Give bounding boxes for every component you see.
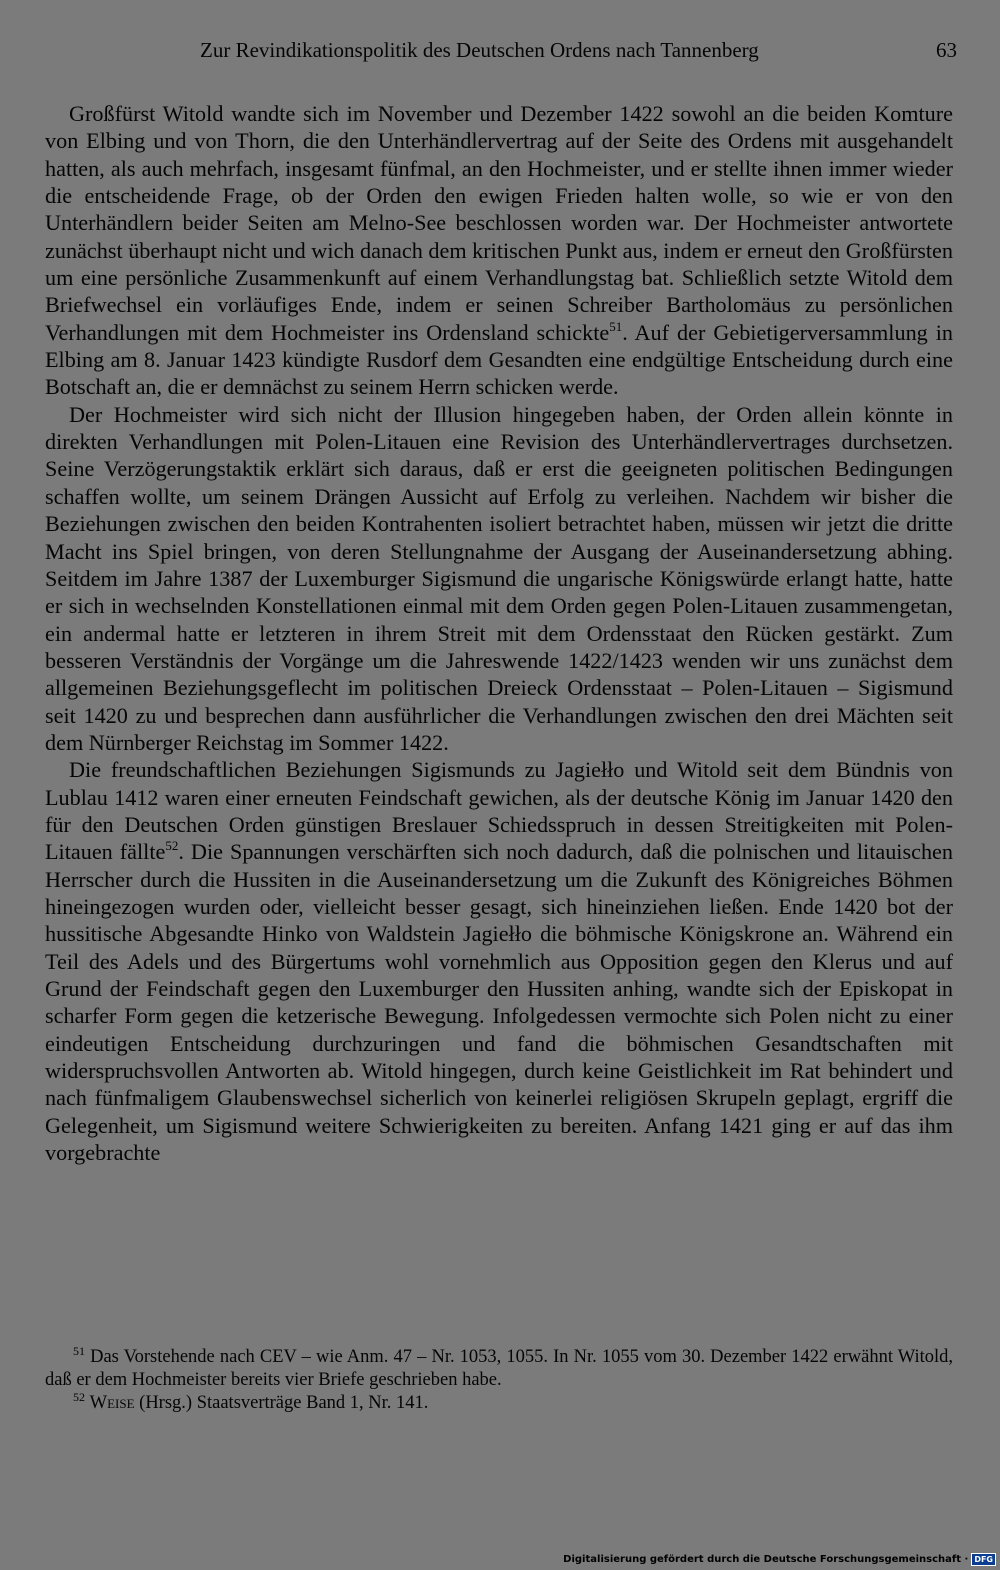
footnote-number: 51 — [73, 1344, 85, 1358]
footnotes — [45, 1346, 953, 1415]
digitization-credit — [563, 1553, 996, 1566]
page-number: 63 — [936, 38, 957, 62]
credit-text: Digitalisierung gefördert durch die Deutsche Forschungsgemeinschaft · — [563, 1554, 969, 1565]
paragraph — [45, 100, 953, 401]
paragraph — [45, 756, 953, 1166]
paragraph — [45, 401, 953, 756]
paragraph-text: Der Hochmeister wird sich nicht der Illusion hingegeben haben, der Orden allein könnte in direkten Verhandlungen mit Polen-Litauen eine Revision des Unterhändlervertrages durchsetzen. Seine Verzögerungstaktik erklärt sich daraus, daß er erst die geeigneten politischen Bedingungen schaffen wollte, um seinem Drängen Aussicht auf Erfolg zu verleihen. Nachdem wir bisher die Beziehungen zwischen den beiden Kontrahenten isoliert betrachtet haben, müssen wir jetzt die dritte Macht ins Spiel bringen, von deren Stellungnahme der Ausgang der Auseinandersetzung abhing. Seitdem im Jahre 1387 der Luxemburger Sigismund die ungarische Königswürde erlangt hatte, hatte er sich in wechselnden Konstellationen einmal mit dem Orden gegen Polen-Litauen zusammengetan, ein andermal hatte er letzteren in ihrem Streit mit dem Ordensstaat den Rücken gestärkt. Zum besseren Verständnis der Vorgänge um die Jahreswende 1422/1423 wenden wir uns zunächst dem allgemeinen Beziehungsgeflecht im politischen Dreieck Ordensstaat – Polen-Litauen – Sigismund seit 1420 zu und besprechen dann ausführlicher die Verhandlungen zwischen den drei Mächten seit dem Nürnberger Reichstag im Sommer 1422. — [45, 401, 953, 755]
footnote-number: 52 — [73, 1390, 85, 1404]
footnote-ref[interactable]: 51 — [609, 318, 623, 334]
paragraph-text: Die freundschaftlichen Beziehungen Sigismunds zu Jagiełło und Witold seit dem Bündnis von Lublau 1412 waren einer erneuten Feindschaft gewichen, als der deutsche König im Januar 1420 den für den Deutschen Orden günstigen Breslauer Schiedsspruch in dessen Streitigkeiten mit Polen-Litauen fällte — [45, 757, 953, 865]
body-text — [45, 100, 953, 1166]
running-header — [200, 38, 957, 70]
footnote-text: Das Vorstehende nach CEV – wie Anm. 47 – Nr. 1053, 1055. In Nr. 1055 vom 30. Dezember 1422 erwähnt Witold, daß er dem Hochmeister bereits vier Briefe geschrieben habe. — [45, 1347, 953, 1390]
paragraph-text: . Auf der Gebietigerversammlung in Elbing am 8. Januar 1423 kündigte Rusdorf dem Gesandten eine endgültige Entscheidung durch eine Botschaft an, die er demnächst zu seinem Herrn schicken werde. — [45, 319, 953, 400]
dfg-logo-icon: DFG — [971, 1553, 996, 1566]
footnote-ref[interactable]: 52 — [165, 838, 179, 854]
paragraph-text: . Die Spannungen verschärften sich noch dadurch, daß die polnischen und litauischen Herrscher durch die Hussiten in die Auseinandersetzung um die Zukunft des Königreiches Böhmen hineingezogen wurden oder, vielleicht besser gesagt, sich hineinziehen ließen. Ende 1420 bot der hussitische Abgesandte Hinko von Waldstein Jagiełło die böhmische Königskrone an. Während ein Teil des Adels und des Bürgertums wohl vornehmlich aus Opposition gegen den Klerus und auf Grund der Feindschaft gegen den Luxemburger den Hussiten anhing, wandte sich der Episkopat in scharfer Form gegen die ketzerische Bewegung. Infolgedessen vermochte sich Polen nicht zu einer eindeutigen Entscheidung durchzuringen und fand die böhmischen Gesandtschaften mit widerspruchsvollen Antworten ab. Witold hingegen, durch keine Geistlichkeit im Rat behindert und nach fünfmaligem Glaubenswechsel sicherlich von keinerlei religiösen Skrupeln geplagt, ergriff die Gelegenheit, um Sigismund weitere Schwierigkeiten zu bereiten. Anfang 1421 ging er auf das ihm vorgebrachte — [45, 839, 953, 1166]
paragraph-text: Großfürst Witold wandte sich im November und Dezember 1422 sowohl an die beiden Komture von Elbing und von Thorn, die den Unterhändlervertrag auf der Seite des Ordens mit ausgehandelt hatten, als auch mehrfach, insgesamt fünfmal, an den Hochmeister, und er stellte ihnen immer wieder die entscheidende Frage, ob der Orden den ewigen Frieden halten wolle, so wie er von den Unterhändlern beider Seiten am Melno-See beschlossen worden war. Der Hochmeister antwortete zunächst überhaupt nicht und wich danach dem kritischen Punkt aus, indem er erneut den Großfürsten um eine persönliche Zusammenkunft auf einem Verhandlungstag bat. Schließlich setzte Witold dem Briefwechsel ein vorläufiges Ende, indem er seinen Schreiber Bartholomäus zu persönlichen Verhandlungen mit dem Hochmeister ins Ordensland schickte — [45, 101, 953, 345]
footnote-text: (Hrsg.) Staatsverträge Band 1, Nr. 141. — [134, 1393, 429, 1413]
running-title: Zur Revindikationspolitik des Deutschen Ordens nach Tannenberg — [200, 38, 759, 62]
footnote-author: Weise — [89, 1393, 135, 1413]
footnote — [45, 1392, 953, 1415]
footnote — [45, 1346, 953, 1392]
